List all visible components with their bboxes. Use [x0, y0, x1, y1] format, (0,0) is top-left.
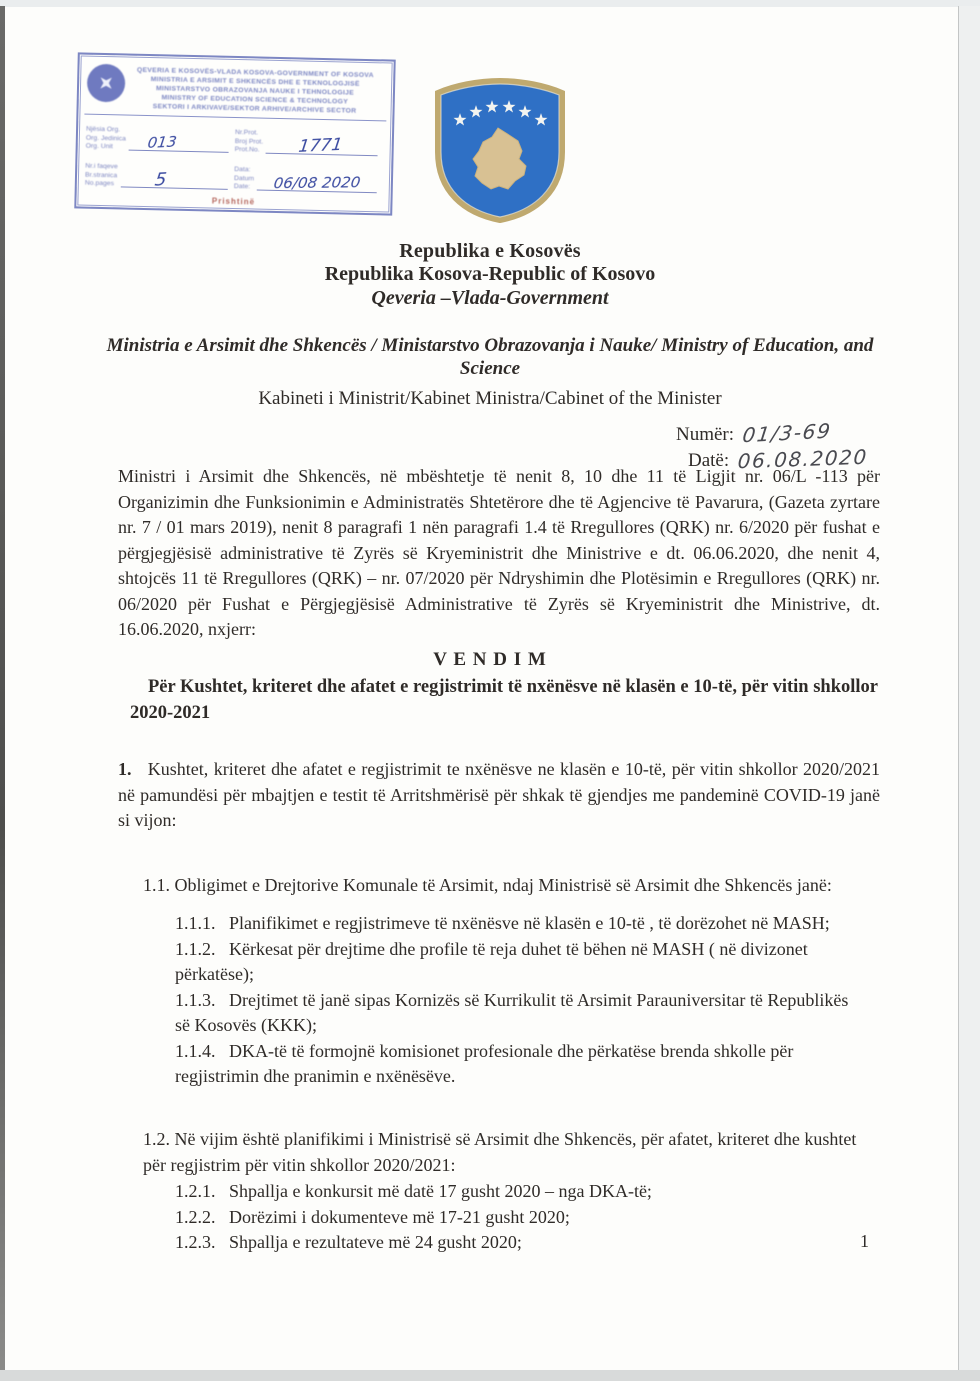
kosovo-coat-of-arms-icon — [424, 74, 576, 226]
section-number: 1.2. — [143, 1129, 175, 1149]
subsection-1-1-3 — [175, 988, 867, 1039]
subsection-text: Planifikimet e regjistrimeve të nxënësve në klasën e 10-të , të dorëzohet në MASH; — [229, 913, 830, 933]
field-label: Date: — [233, 183, 251, 191]
subsection-1-1-2 — [175, 937, 867, 988]
scan-edge-top — [0, 0, 980, 7]
emblem-star-icon — [95, 72, 118, 95]
stamp-fields — [77, 118, 393, 199]
section-1 — [118, 757, 880, 834]
field-label: Datum — [233, 174, 255, 183]
subsections-1-2 — [175, 1179, 867, 1256]
subsection-number: 1.1.3. — [175, 989, 229, 1010]
subsection-number: 1.2.3. — [175, 1232, 229, 1252]
decision-title: V E N D I M — [433, 649, 547, 670]
subsection-text: Shpallja e rezultateve më 24 gusht 2020; — [229, 1232, 522, 1252]
stamp-header-line: MINISTARSTVO OBRAZOVANJA NAUKE I TEHNOLOGIJE — [155, 85, 355, 97]
subsection-number: 1.2.2. — [175, 1206, 229, 1227]
subsection-text: Kërkesat për drejtime dhe profile të reja duhet të bëhen në MASH ( në divizonet përkatëse); — [175, 938, 808, 984]
section-text: Në vijim është planifikimi i Ministrisë së Arsimit dhe Shkencës, për afatet, kriteret dhe kushtet për regjistrim për vitin shkollor 2020/2021: — [143, 1129, 857, 1175]
field-label: No.pages — [84, 180, 115, 188]
government-emblem-icon — [87, 64, 126, 103]
stamp-field-date — [234, 159, 384, 195]
field-label: Data: — [234, 166, 251, 174]
stamp-header-line: SEKTORI I ARKIVAVE/SEKTOR ARHIVE/ARCHIVE SECTOR — [152, 103, 357, 115]
stamp-field-org-unit — [86, 119, 236, 155]
scan-edge-bottom — [0, 1370, 980, 1381]
handwritten-date: 06.08.2020 — [736, 444, 869, 474]
field-label: Broj Prot. — [234, 137, 264, 146]
subsection-1-1-1 — [175, 911, 867, 937]
subsection-number: 1.1.1. — [175, 913, 229, 933]
section-text: Kushtet, kriteret dhe afatet e regjistrimit te nxënësve ne klasën e 10-të, për vitin shkollor 2020/2021 në pamundësi për mbajtjen e testit të Arritshmërisë për shkak të gjendjes me pandeminë COVID-19 janë si vijon: — [118, 759, 881, 830]
stamp-field-prot-no — [235, 122, 385, 158]
field-label: Br.stranica — [84, 171, 118, 180]
field-underline — [129, 140, 229, 153]
stamp-field-pages — [85, 156, 235, 192]
field-label: Njësia Org. — [85, 125, 121, 134]
section-number: 1. — [118, 759, 148, 779]
stamp-header-line: QEVERIA E KOSOVËS-VLADA KOSOVA-GOVERNMENT OF KOSOVA — [136, 66, 374, 80]
decision-subject: Për Kushtet, kriteret dhe afatet e regjistrimit të nxënësve në klasën e 10-të, për vitin shkollor 2020-2021 — [130, 677, 878, 723]
number-label: Numër: — [676, 424, 735, 445]
section-number: 1.1. — [143, 875, 175, 895]
subsection-1-2-1 — [175, 1179, 867, 1205]
stamp-header-line: MINISTRIA E ARSIMIT E SHKENCËS DHE E TEKNOLOGJISË — [150, 76, 360, 88]
field-label: Prot.No. — [234, 146, 260, 154]
scan-edge-left — [0, 6, 5, 1372]
handwritten-pages: 5 — [153, 169, 168, 191]
stamp-footer: Prishtinë — [211, 196, 256, 207]
scan-edge-right — [958, 6, 980, 1372]
subsection-text: Dorëzimi i dokumenteve më 17-21 gusht 2020; — [229, 1206, 570, 1227]
ministry-title: Ministria e Arsimit dhe Shkencës / Ministarstvo Obrazovanja i Nauke/ Ministry of Education, and Science — [106, 335, 874, 379]
subsection-text: Shpallja e konkursit më datë 17 gusht 2020 – nga DKA-të; — [229, 1181, 652, 1201]
section-1-2 — [143, 1127, 880, 1178]
republic-title-multilang: Republika Kosova-Republic of Kosovo — [324, 263, 656, 285]
subsection-number: 1.1.4. — [175, 1040, 229, 1061]
subsection-1-2-2 — [175, 1205, 867, 1231]
page-number: 1 — [860, 1231, 869, 1251]
subsection-text: Drejtimet të janë sipas Kornizës së Kurrikulit të Arsimit Parauniversitar të Republikës së Kosovës (KKK); — [175, 989, 849, 1035]
cabinet-title: Kabineti i Ministrit/Kabinet Ministra/Cabinet of the Minister — [258, 388, 722, 409]
stamp-header — [78, 54, 393, 118]
handwritten-number: 01/3-69 — [740, 418, 833, 448]
section-text: Obligimet e Drejtorive Komunale të Arsimit, ndaj Ministrisë së Arsimit dhe Shkencës janë: — [174, 875, 832, 895]
subsection-text: DKA-të të formojnë komisionet profesionale dhe përkatëse brenda shkolle për regjistrimin dhe pranimin e nxënësëve. — [175, 1040, 794, 1086]
subsections-1-1 — [175, 911, 867, 1090]
republic-title-albanian: Republika e Kosovës — [399, 240, 581, 262]
subsection-number: 1.2.1. — [175, 1181, 229, 1201]
archive-stamp — [74, 52, 395, 215]
preamble-paragraph: Ministri i Arsimit dhe Shkencës, në mbështetje të nenit 8, 10 dhe 11 të Ligjit nr. 06/L -113 për Organizimin dhe Funksionimin e Administratës Shtetërore dhe të Agjencive të Pavarura, (Gazeta zyrtare nr. 7 / 01 mars 2019), nenit 8 paragrafi 1 nën paragrafi 1.4 të Rregullores (QRK) nr. 6/2020 për fushat e përgjegjësisë administrative të Zyrës së Kryeministrit dhe Ministrive e dt. 06.06.2020, dhe nenit 4, shtojcës 11 të Rregullores (QRK) – nr. 07/2020 për Ndryshimin dhe Plotësimin e Rregullores (QRK) nr. 06/2020 për Fushat e Përgjegjësisë Administrative të Zyrës së Kryeministrit dhe Ministrive, dt. 16.06.2020, nxjerr: — [118, 466, 880, 639]
field-label: Org. Unit — [85, 143, 113, 151]
subsection-1-1-4 — [175, 1039, 867, 1090]
field-label: Nr.Prot. — [234, 129, 259, 137]
handwritten-org-unit: 013 — [146, 132, 178, 152]
field-underline — [120, 176, 228, 189]
handwritten-stamp-date: 06/08 2020 — [272, 173, 362, 193]
handwritten-prot-no: 1771 — [297, 134, 344, 157]
subsection-number: 1.1.2. — [175, 938, 229, 959]
stamp-header-line: MINISTRY OF EDUCATION SCIENCE & TECHNOLOGY — [161, 94, 349, 106]
field-label: Org. Jedinica — [85, 134, 126, 143]
subsection-1-2-3 — [175, 1230, 867, 1256]
field-label: Nr.i faqeve — [85, 162, 118, 171]
date-label: Datë: — [688, 450, 730, 471]
government-title: Qeveria –Vlada-Government — [371, 287, 609, 309]
section-1-1 — [143, 873, 880, 899]
